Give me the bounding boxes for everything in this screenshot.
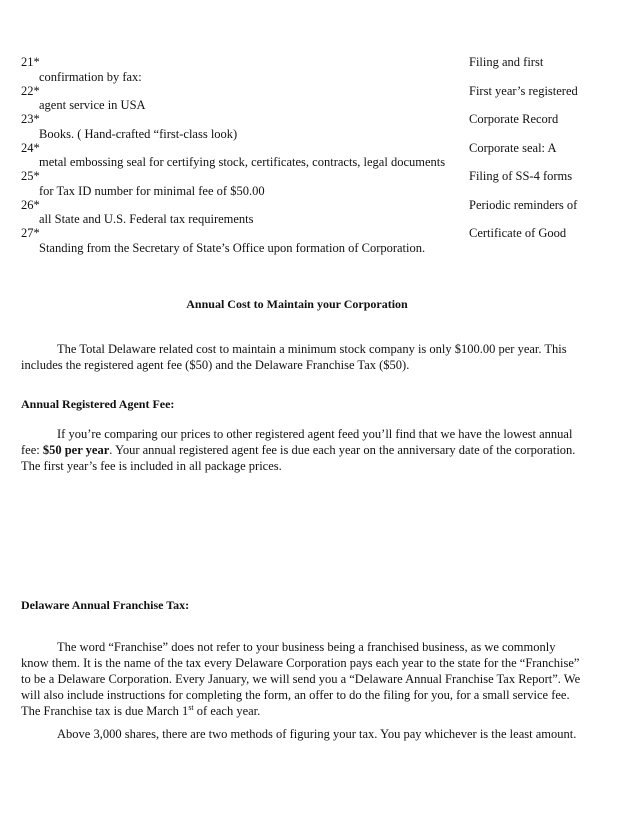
item-number: 21* (21, 55, 40, 69)
item-right-text: Filing and first (469, 55, 544, 69)
item-continuation: agent service in USA (39, 98, 146, 112)
franchise-tax-paragraph-2 (21, 726, 581, 742)
annual-cost-paragraph (21, 341, 581, 373)
item-continuation: all State and U.S. Federal tax requirements (39, 212, 254, 226)
agent-fee-text-after: . Your annual registered agent fee is due each year on the anniversary date of the corporation. The first year’s fee is included in all package prices. (21, 443, 576, 473)
item-number: 24* (21, 141, 40, 155)
agent-fee-heading: Annual Registered Agent Fee: (21, 397, 175, 411)
item-continuation: metal embossing seal for certifying stock, certificates, contracts, legal documents (39, 155, 446, 169)
agent-fee-text-before: If you’re comparing our prices to other registered agent feed you’ll find that we have the lowest annual fee: (21, 427, 573, 457)
annual-cost-text: The Total Delaware related cost to maintain a minimum stock company is only $100.00 per year. This includes the registered agent fee ($50) and the Delaware Franchise Tax ($50). (21, 342, 567, 372)
item-right-text: Periodic reminders of (469, 198, 578, 212)
item-number: 26* (21, 198, 40, 212)
franchise-methods-text: Above 3,000 shares, there are two methods of figuring your tax. You pay whichever is the least amount. (57, 727, 577, 741)
agent-fee-price: $50 per year (42, 443, 110, 457)
franchise-tax-text-end: of each year. (193, 704, 261, 718)
item-right-text: Filing of SS-4 forms (469, 169, 573, 183)
ordinal-suffix: st (188, 702, 194, 712)
franchise-tax-paragraph (21, 639, 581, 719)
item-number: 25* (21, 169, 40, 183)
item-continuation: Books. ( Hand-crafted “first-class look) (39, 127, 238, 141)
item-continuation: Standing from the Secretary of State’s Office upon formation of Corporation. (39, 241, 426, 255)
item-number: 22* (21, 84, 40, 98)
agent-fee-paragraph (21, 426, 581, 474)
item-continuation: confirmation by fax: (39, 70, 142, 84)
item-right-text: First year’s registered (469, 84, 578, 98)
item-continuation: for Tax ID number for minimal fee of $50.00 (39, 184, 265, 198)
item-right-text: Certificate of Good (469, 226, 567, 240)
item-number: 27* (21, 226, 40, 240)
annual-cost-title: Annual Cost to Maintain your Corporation (186, 297, 408, 311)
item-right-text: Corporate Record (469, 112, 559, 126)
item-number: 23* (21, 112, 40, 126)
franchise-tax-text: The word “Franchise” does not refer to your business being a franchised business, as we commonly know them. It is the name of the tax every Delaware Corporation pays each year to the state for the “Franchise” to be a Delaware Corporation. Every January, we will send you a “Delaware Annual Franchise Tax Report”. We will also include instructions for completing the form, an offer to do the filing for you, for a small service fee. The Franchise tax is due March 1 (21, 640, 581, 718)
item-right-text: Corporate seal: A (469, 141, 557, 155)
franchise-tax-heading: Delaware Annual Franchise Tax: (21, 598, 190, 612)
